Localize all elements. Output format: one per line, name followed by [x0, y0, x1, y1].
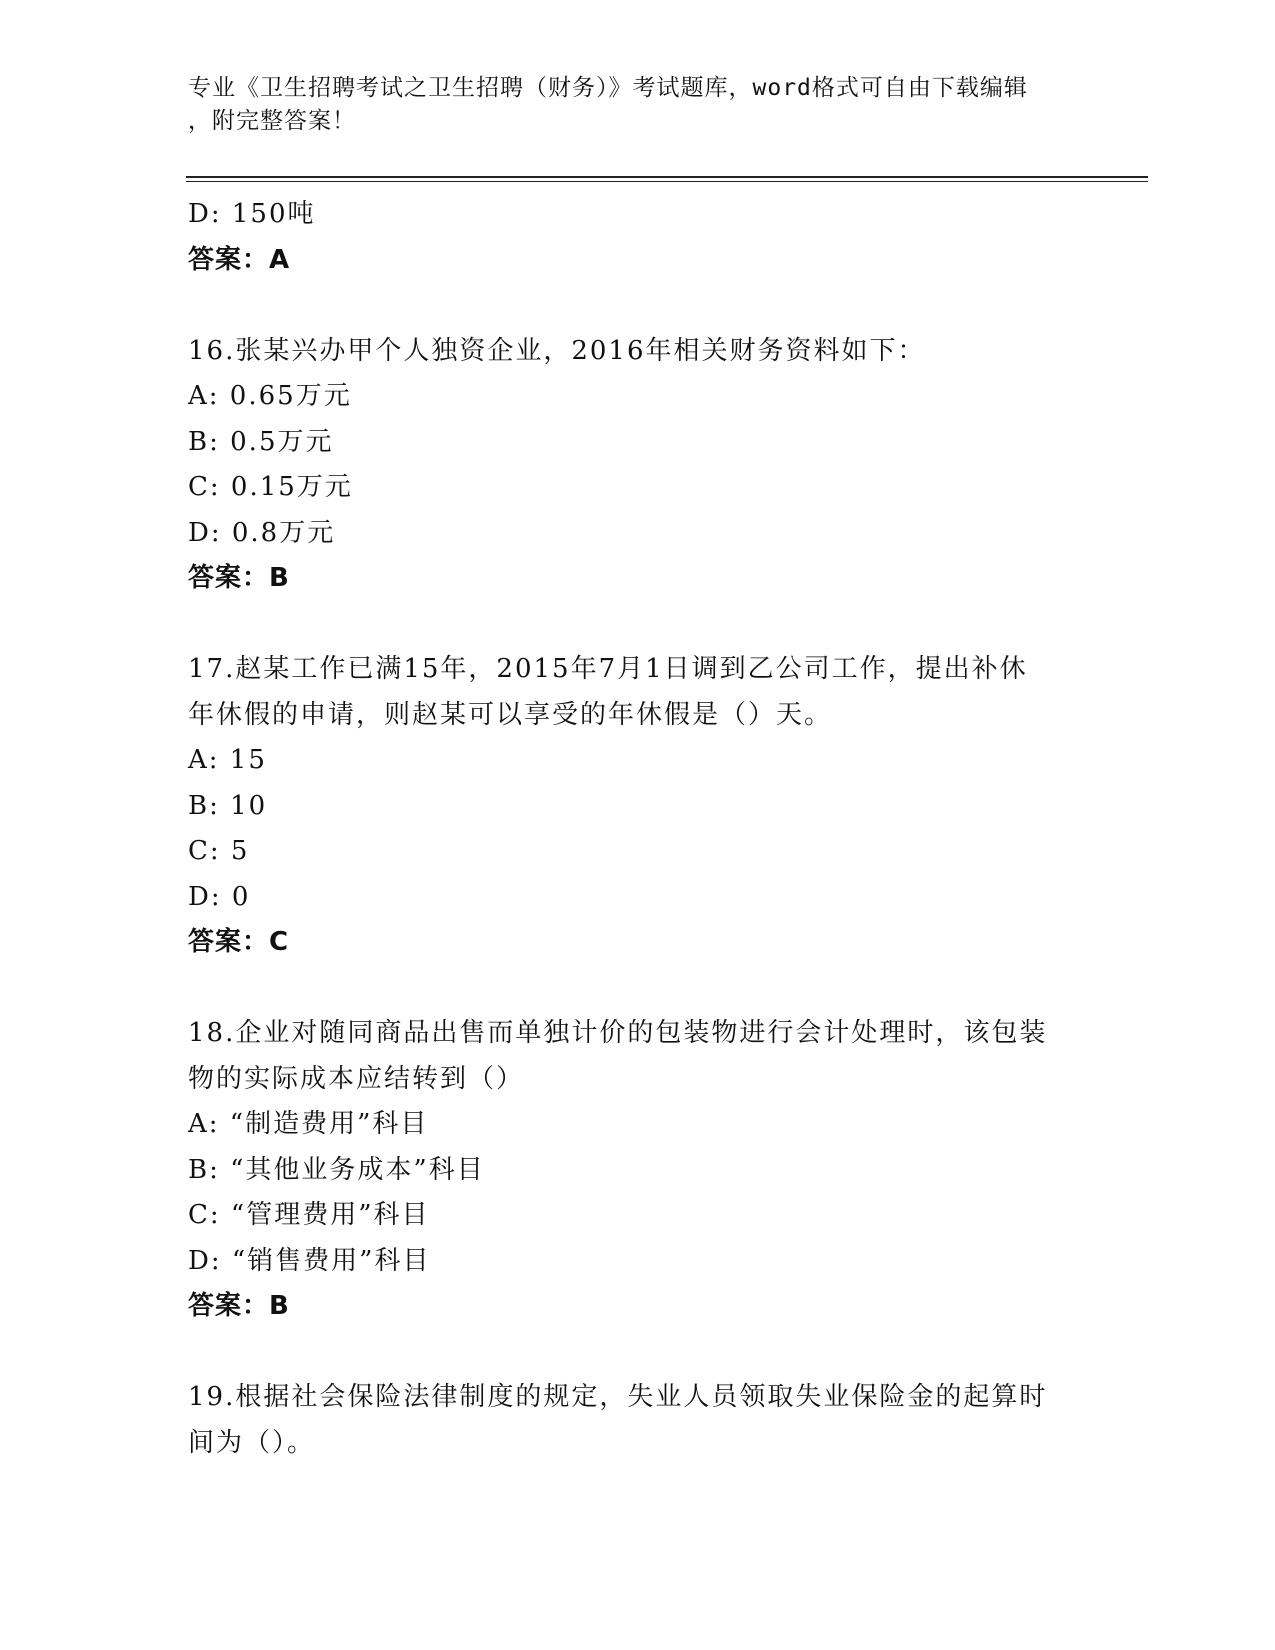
- option-a: A: “制造费用”科目: [188, 1109, 429, 1139]
- spacer: [188, 283, 1088, 329]
- option-a: A: 15: [188, 745, 267, 775]
- question-stem-line-2: 间为（）。: [188, 1427, 316, 1458]
- option-b: B: 10: [188, 790, 268, 821]
- prev-option-d: D: 150吨: [188, 199, 316, 229]
- question-stem-line-2: 物的实际成本应结转到（）: [188, 1063, 525, 1094]
- option-b: B: 0.5万元: [188, 426, 334, 457]
- prev-answer: 答案：A: [188, 244, 291, 275]
- option-c: C: 5: [188, 836, 250, 866]
- question-stem: 16.张某兴办甲个人独资企业，2016年相关财务资料如下：: [188, 335, 926, 366]
- option-c: C: 0.15万元: [188, 472, 353, 502]
- header-line-1: 专业《卫生招聘考试之卫生招聘（财务）》考试题库，word格式可自由下载编辑: [188, 75, 1028, 101]
- document-header: [188, 72, 1068, 138]
- option-a: A: 0.65万元: [188, 381, 352, 411]
- question-stem-line-1: 18.企业对随同商品出售而单独计价的包装物进行会计处理时，该包装: [188, 1018, 1048, 1048]
- option-c: C: “管理费用”科目: [188, 1200, 430, 1230]
- spacer: [188, 1330, 1088, 1376]
- answer: 答案：B: [188, 563, 290, 593]
- question-17: [188, 647, 1088, 966]
- option-d: D: 0: [188, 881, 251, 912]
- question-stem-line-1: 17.赵某工作已满15年，2015年7月1日调到乙公司工作，提出补休: [188, 654, 1028, 684]
- question-18: [188, 1011, 1088, 1330]
- header-line-2: ，附完整答案！: [188, 108, 356, 134]
- question-list: [188, 192, 1088, 1466]
- question-19: [188, 1375, 1088, 1466]
- header-divider-thick: [186, 176, 1148, 178]
- question-stem-line-2: 年休假的申请，则赵某可以享受的年休假是（）天。: [188, 699, 833, 730]
- option-b: B: “其他业务成本”科目: [188, 1154, 485, 1185]
- spacer: [188, 966, 1088, 1012]
- question-16: [188, 329, 1088, 602]
- question-stem-line-1: 19.根据社会保险法律制度的规定，失业人员领取失业保险金的起算时: [188, 1382, 1048, 1412]
- answer: 答案：C: [188, 927, 290, 957]
- spacer: [188, 602, 1088, 648]
- option-d: D: 0.8万元: [188, 517, 336, 548]
- option-d: D: “销售费用”科目: [188, 1245, 431, 1276]
- header-divider-thin: [186, 181, 1148, 182]
- answer: 答案：B: [188, 1291, 290, 1321]
